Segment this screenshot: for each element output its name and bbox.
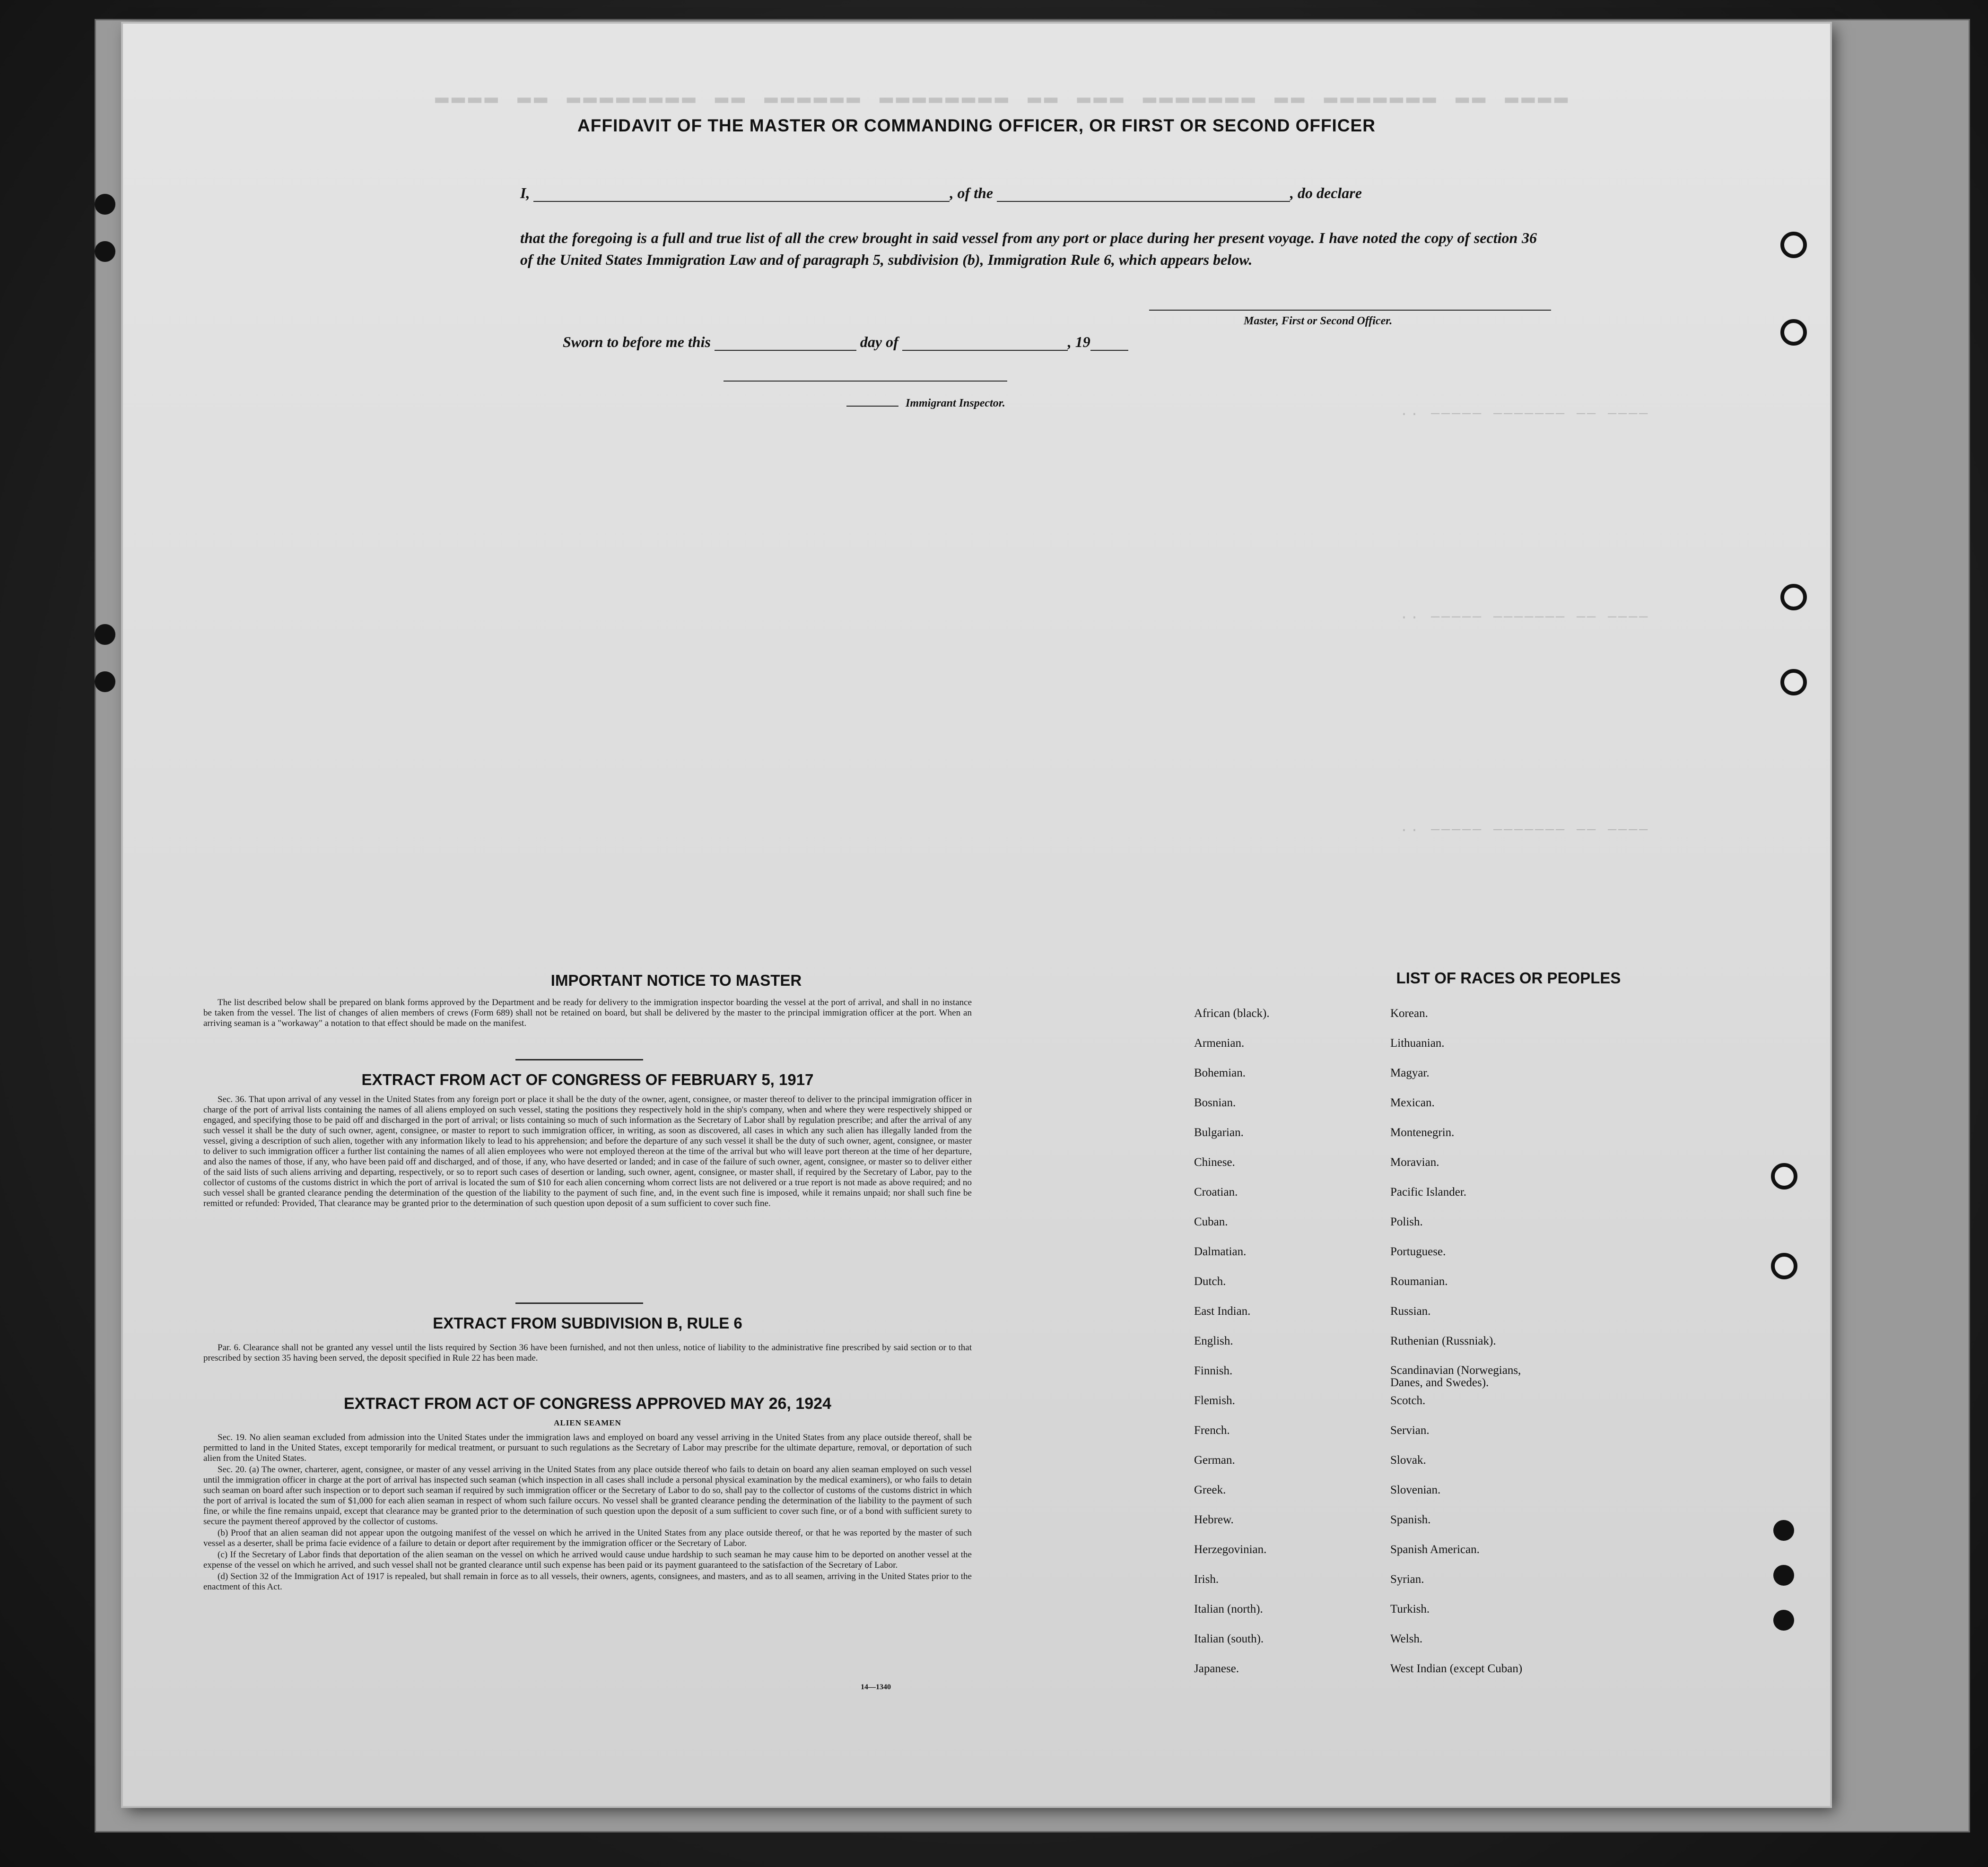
binder-hole	[1773, 1565, 1794, 1586]
race-item: Portuguese.	[1390, 1245, 1446, 1258]
race-item: Bulgarian.	[1194, 1126, 1244, 1139]
sworn-day-label: day of	[860, 333, 898, 350]
section-20d-paragraph: (d) Section 32 of the Immigration Act of 1917 is repealed, but shall remain in force as to all vessels, their owners, agents, consignees, and masters, and as to all seamen, arriving in the United States prior to the enactment of this Act.	[203, 1572, 972, 1592]
sworn-year-field[interactable]	[1090, 336, 1128, 351]
race-item: Spanish.	[1390, 1513, 1431, 1526]
reverse-side-bleed: ·· ───── ─────── ── ────	[1400, 610, 1650, 626]
race-item: Syrian.	[1390, 1573, 1424, 1586]
race-item: Dalmatian.	[1194, 1245, 1247, 1258]
binder-ring	[1780, 669, 1807, 695]
binder-ring	[1780, 232, 1807, 258]
race-item: Scotch.	[1390, 1394, 1426, 1407]
section-rule	[515, 1059, 643, 1060]
extract-1917-body	[203, 1094, 972, 1210]
section-36-paragraph: Sec. 36. That upon arrival of any vessel in the United States from any foreign port or place it shall be the duty of the owner, agent, consignee, or master thereof to deliver to the principal immigration officer in charge of the port of arrival lists containing the names of all aliens employed on such vessel, stating the positions they respectively hold in the ship's company, when and where they were respectively shipped or engaged, and specifying those to be paid off and discharged in the port of arrival; or lists containing so much of such information as the Secretary of Labor shall by regulation prescribe; and after the arrival of any such vessel it shall be the duty of such owner, agent, consignee, or master to report to such immigration officer, in writing, as soon as discovered, all cases in which any such alien has illegally landed from the vessel, giving a description of such alien, together with any information likely to lead to his apprehension; and before the departure of any such vessel it shall be the duty of such owner, agent, consignee, or master to deliver to such immigration officer a further list containing the names of all alien employees who were not employed thereon at the time of the arrival but who will leave port thereon at the time of her departure, and also the names of those, if any, who have been paid off and discharged, and of those, if any, who have deserted or landed; and in case of the failure of such owner, agent, consignee, or master so to deliver either of the said lists of such aliens arriving and departing, respectively, or so to report such cases of desertion or landing, such owner, agent, consignee, or master shall, if required by the Secretary of Labor, pay to the collector of customs of the customs district in which the port of arrival is located the sum of $10 for each alien concerning whom correct lists are not delivered or a true report is not made as above required; and no such vessel shall be granted clearance pending the determination of the question of the liability to the payment of such fine, and, in the event such fine is imposed, while it remains unpaid; nor shall such fine be remitted or refunded: Provided, That clearance may be granted prior to the determination of such question upon deposit of a sum sufficient to cover such fine.	[203, 1094, 972, 1208]
race-item: Ruthenian (Russniak).	[1390, 1335, 1496, 1347]
races-right-column	[1390, 1007, 1551, 1692]
inspector-caption: Immigrant Inspector.	[906, 397, 1005, 409]
race-item: Italian (north).	[1194, 1603, 1263, 1615]
race-item: Magyar.	[1390, 1067, 1430, 1079]
extract-1924-title: EXTRACT FROM ACT OF CONGRESS APPROVED MAY 26, 1924	[344, 1395, 831, 1413]
reverse-side-bleed: ▬▬▬▬ ▬▬ ▬▬▬▬▬▬▬▬ ▬▬ ▬▬▬▬▬▬ ▬▬▬▬▬▬▬▬ ▬▬ ▬▬▬ ▬▬▬▬▬▬▬ ▬▬ ▬▬▬▬▬▬▬ ▬▬ ▬▬▬▬	[435, 90, 1571, 115]
rule6-paragraph: Par. 6. Clearance shall not be granted any vessel until the lists required by Section 36 have been furnished, and not then unless, notice of liability to the administrative fine prescribed by said section or to that prescribed by section 35 having been served, the deposit specified in Rule 22 has been made.	[203, 1343, 972, 1363]
sworn-line	[563, 333, 1128, 351]
race-item: Moravian.	[1390, 1156, 1439, 1169]
race-item: Hebrew.	[1194, 1513, 1234, 1526]
binder-ring	[1771, 1253, 1797, 1279]
extract-1917-title: EXTRACT FROM ACT OF CONGRESS OF FEBRUARY 5, 1917	[361, 1071, 814, 1088]
race-item: Lithuanian.	[1390, 1037, 1445, 1050]
form-number: 14—1340	[861, 1683, 891, 1691]
reverse-side-bleed: ·· ───── ─────── ── ────	[1400, 823, 1650, 839]
races-left-column	[1194, 1007, 1270, 1692]
declaration-of: , of the	[950, 184, 993, 201]
race-item: Turkish.	[1390, 1603, 1430, 1615]
extract-rule6-title: EXTRACT FROM SUBDIVISION B, RULE 6	[433, 1314, 742, 1332]
race-item: Slovak.	[1390, 1454, 1426, 1467]
race-item: Croatian.	[1194, 1186, 1238, 1198]
race-item: Armenian.	[1194, 1037, 1245, 1050]
race-item: Italian (south).	[1194, 1633, 1264, 1645]
binder-hole	[95, 624, 115, 645]
race-item: Herzegovinian.	[1194, 1543, 1267, 1556]
race-item: Spanish American.	[1390, 1543, 1480, 1556]
race-item: Montenegrin.	[1390, 1126, 1455, 1139]
section-19-paragraph: Sec. 19. No alien seaman excluded from admission into the United States under the immigration laws and employed on board any vessel arriving in the United States from any place outside thereof, shall be permitted to land in the United States, except temporarily for medical treatment, or pursuant to such regulations as the Secretary of Labor may prescribe for the ultimate departure, removal, or deportation of such alien from the United States.	[203, 1433, 972, 1463]
race-item: Bosnian.	[1194, 1096, 1236, 1109]
race-item: Russian.	[1390, 1305, 1431, 1318]
race-item: East Indian.	[1194, 1305, 1251, 1318]
reverse-side-bleed: ·· ───── ─────── ── ────	[1400, 407, 1650, 423]
race-item: Roumanian.	[1390, 1275, 1448, 1288]
race-item: English.	[1194, 1335, 1233, 1347]
inspector-signature-line[interactable]	[724, 381, 1007, 382]
binder-hole	[95, 194, 115, 215]
section-rule	[515, 1303, 643, 1304]
binder-hole	[95, 241, 115, 262]
race-item: Irish.	[1194, 1573, 1219, 1586]
master-signature-line[interactable]	[1149, 310, 1551, 311]
sworn-month-field[interactable]	[902, 336, 1068, 351]
race-item: African (black).	[1194, 1007, 1270, 1020]
race-item: Greek.	[1194, 1484, 1226, 1496]
section-20b-paragraph: (b) Proof that an alien seaman did not appear upon the outgoing manifest of the vessel on which he arrived in the United States from any place outside thereof, or that he was reported by the master of such vessel as a deserter, shall be prima facie evidence of a failure to detain or deport after requirement by the immigration officer or the Secretary of Labor.	[203, 1528, 972, 1548]
binder-ring	[1780, 319, 1807, 346]
binder-hole	[95, 671, 115, 692]
extract-rule6-body	[203, 1343, 972, 1364]
races-list-title: LIST OF RACES OR PEOPLES	[1396, 969, 1621, 987]
race-item: West Indian (except Cuban)	[1390, 1662, 1523, 1675]
declaration-end: , do declare	[1290, 184, 1362, 201]
notice-title: IMPORTANT NOTICE TO MASTER	[550, 972, 802, 989]
race-item: Cuban.	[1194, 1216, 1228, 1228]
race-item: Chinese.	[1194, 1156, 1235, 1169]
extract-1924-body	[203, 1433, 972, 1593]
race-item: Servian.	[1390, 1424, 1430, 1437]
name-field[interactable]	[533, 187, 950, 202]
race-item: German.	[1194, 1454, 1235, 1467]
race-item: Welsh.	[1390, 1633, 1423, 1645]
race-item: Bohemian.	[1194, 1067, 1246, 1079]
section-20c-paragraph: (c) If the Secretary of Labor finds that deportation of the alien seaman on the vessel on which he arrived would cause undue hardship to such seaman he may cause him to be deported on another vessel at the expense of the vessel on which he arrived, and such vessel shall not be granted clearance until such expense has been paid or its payment guaranteed to the satisfaction of the Secretary of Labor.	[203, 1550, 972, 1570]
binder-ring	[1771, 1163, 1797, 1190]
binder-hole	[1773, 1520, 1794, 1541]
declaration-i: I,	[520, 184, 530, 201]
sworn-day-field[interactable]	[715, 336, 856, 351]
alien-seamen-subtitle: ALIEN SEAMEN	[554, 1418, 621, 1427]
sworn-prefix: Sworn to before me this	[563, 333, 711, 350]
affidavit-title: AFFIDAVIT OF THE MASTER OR COMMANDING OFFICER, OR FIRST OR SECOND OFFICER	[577, 116, 1376, 135]
race-item: Polish.	[1390, 1216, 1423, 1228]
race-item: French.	[1194, 1424, 1230, 1437]
race-item: Mexican.	[1390, 1096, 1435, 1109]
notice-paragraph: The list described below shall be prepared on blank forms approved by the Department and be ready for delivery to the immigration inspector boarding the vessel at the port of arrival, and shall in no instance be taken from the vessel. The list of changes of alien members of crews (Form 689) shall not be retained on board, but shall be delivered by the master to the principal immigration officer at the port. When an arriving seaman is a "workaway" a notation to that effect should be made on the manifest.	[203, 998, 972, 1028]
race-item: Scandinavian (Norwegians, Danes, and Swedes).	[1390, 1364, 1521, 1389]
inspector-caption-rule	[846, 406, 898, 407]
race-item: Dutch.	[1194, 1275, 1226, 1288]
race-item: Flemish.	[1194, 1394, 1235, 1407]
declaration-line	[520, 184, 1362, 202]
vessel-field[interactable]	[997, 187, 1290, 202]
race-item: Pacific Islander.	[1390, 1186, 1467, 1198]
sworn-year-label: , 19	[1067, 333, 1090, 350]
master-signature-caption: Master, First or Second Officer.	[1244, 315, 1393, 327]
manifest-page	[123, 24, 1830, 1806]
race-item: Japanese.	[1194, 1662, 1239, 1675]
race-item: Korean.	[1390, 1007, 1428, 1020]
race-item: Finnish.	[1194, 1364, 1233, 1377]
binder-hole	[1773, 1610, 1794, 1631]
section-20a-paragraph: Sec. 20. (a) The owner, charterer, agent, consignee, or master of any vessel arriving in the United States from any place outside thereof who fails to detain on board any alien seaman employed on such vessel until the immigration officer in charge at the port of arrival has inspected such seaman (which inspection in all cases shall include a personal physical examination by the medical examiners), or who fails to detain such seaman on board after such inspection or to deport such seaman if required by such immigration officer or the Secretary of Labor to do so, shall pay to the collector of customs of the customs district in which the port of arrival is located the sum of $1,000 for each alien seaman in respect of whom such failure occurs. No vessel shall be granted clearance pending the determination of the liability to the payment of such fine, or while the fine remains unpaid, except that clearance may be granted prior to the determination of such question upon the deposit of a sum sufficient to cover such fine, or of a bond with sufficient surety to secure the payment thereof approved by the collector of customs.	[203, 1465, 972, 1527]
binder-ring	[1780, 584, 1807, 610]
affidavit-statement: that the foregoing is a full and true list of all the crew brought in said vessel from any port or place during her present voyage. I have noted the copy of section 36 of the United States Immigration Law and of paragraph 5, subdivision (b), Immigration Rule 6, which appears below.	[520, 229, 1537, 268]
notice-body	[203, 998, 972, 1030]
race-item: Slovenian.	[1390, 1484, 1441, 1496]
